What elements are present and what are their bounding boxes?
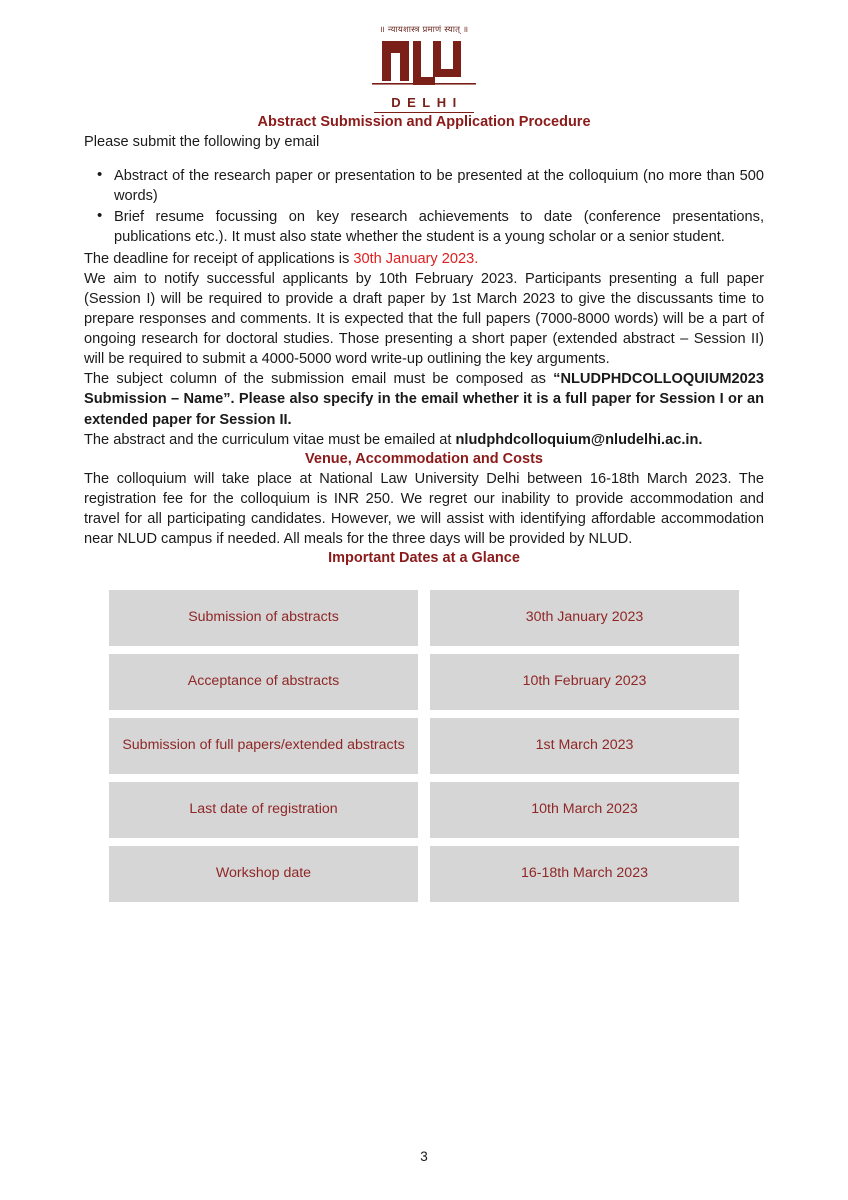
subject-format-bold: “NLUDPHDCOLLOQUIUM2023 Submission – Name”. Please also specify in the email whether it is a full paper for Session I or an extended paper for Session II. [84,371,764,428]
date-value-cell: 10th February 2023 [430,654,739,710]
list-item: • Abstract of the research paper or presentation to be presented at the colloquium (no more than 500 words) [114,166,764,206]
table-row [109,718,739,774]
venue-paragraph: The colloquium will take place at National Law University Delhi between 16-18th March 2023. The registration fee for the colloquium is INR 250. We regret our inability to provide accommodation and travel for all participating candidates. However, we will assist with identifying affordable accommodation near NLUD campus if needed. All meals for the three days will be provided by NLUD. [84,470,764,548]
email-paragraph [84,430,764,450]
venue-section-heading: Venue, Accommodation and Costs [305,450,543,467]
date-value-cell: 30th January 2023 [430,590,739,646]
date-label-cell: Submission of full papers/extended abstracts [109,718,418,774]
date-value-cell: 1st March 2023 [430,718,739,774]
logo-subtitle: DELHI [391,94,463,110]
date-label-cell: Workshop date [109,846,418,902]
important-dates-heading: Important Dates at a Glance [328,550,520,567]
important-dates-table [97,582,751,910]
deadline-date: 30th January 2023. [353,250,479,267]
date-label-cell: Submission of abstracts [109,590,418,646]
subject-line-paragraph [84,369,764,429]
nlu-delhi-logo [84,0,764,113]
intro-line: Please submit the following by email [84,133,320,150]
subject-prefix: The subject column of the submission email must be composed as [84,371,554,388]
email-prefix: The abstract and the curriculum vitae must be emailed at [84,431,456,448]
page-title: Abstract Submission and Application Procedure [257,114,591,131]
page-number: 3 [420,1149,428,1164]
date-label-cell: Acceptance of abstracts [109,654,418,710]
date-value-cell: 10th March 2023 [430,782,739,838]
table-row [109,654,739,710]
notification-paragraph: We aim to notify successful applicants by 10th February 2023. Participants presenting a full paper (Session I) will be required to provide a draft paper by 1st March 2023 to give the discussants time to prepare responses and comments. It is expected that the full papers (7000-8000 words) will be a part of ongoing research for doctoral studies. Those presenting a short paper (extended abstract – Session II) will be required to submit a 4000-5000 word write-up outlining the key arguments. [84,270,764,368]
list-item: • Brief resume focussing on key research achievements to date (conference presentations, publications etc.). It must also state whether the student is a young scholar or a senior student. [114,207,764,247]
submission-email-address: nludphdcolloquium@nludelhi.ac.in. [455,431,703,448]
deadline-paragraph [84,249,764,269]
table-row [109,782,739,838]
date-value-cell: 16-18th March 2023 [430,846,739,902]
table-row [109,846,739,902]
logo-sanskrit-motto: ॥ न्यायशास्त्र प्रमाणं स्यात् ॥ [379,25,469,35]
deadline-prefix: The deadline for receipt of applications is [84,250,354,267]
submission-requirements-list [84,166,764,248]
table-body [109,590,739,902]
table-row [109,590,739,646]
nlu-wordmark-icon [372,37,476,95]
date-label-cell: Last date of registration [109,782,418,838]
